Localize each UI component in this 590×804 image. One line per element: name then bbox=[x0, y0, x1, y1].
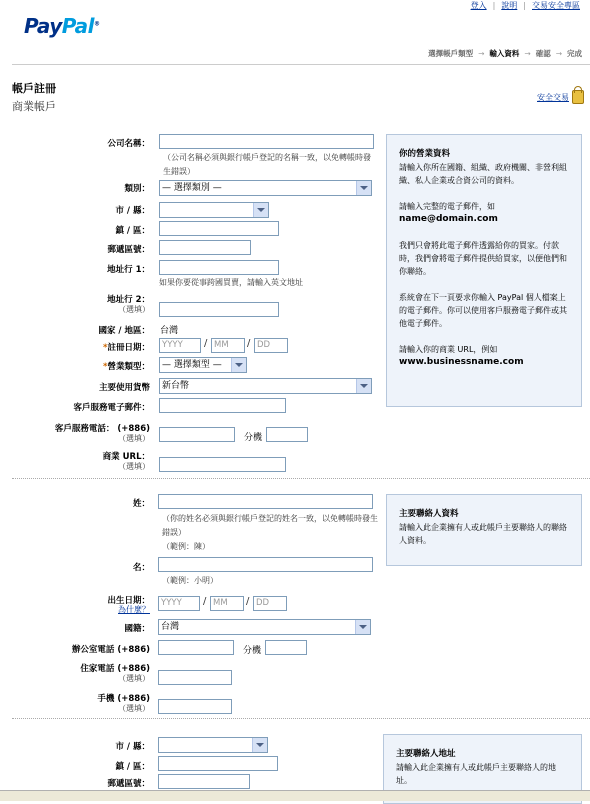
section-divider bbox=[12, 718, 590, 719]
contact-info-help: 主要聯絡人資料 請輸入此企業擁有人或此帳戶主要聯絡人的聯絡人資料。 bbox=[386, 494, 582, 566]
chevron-down-icon bbox=[231, 358, 246, 372]
category-select[interactable]: — 選擇類別 — bbox=[159, 180, 372, 196]
given-name-label: 名： bbox=[132, 563, 150, 573]
company-name-label: 公司名稱： bbox=[107, 139, 150, 149]
home-phone-input[interactable] bbox=[158, 670, 232, 685]
contact-address-help: 主要聯絡人地址 請輸入此企業擁有人或此帳戶主要聯絡人的地址。 bbox=[383, 734, 582, 804]
office-phone-label: 辦公室電話 (+886) bbox=[71, 645, 150, 655]
why-link[interactable]: 為什麼？ bbox=[118, 605, 150, 614]
office-phone-ext-label: 分機 bbox=[243, 646, 262, 656]
mobile-optional: （選填） bbox=[118, 704, 150, 713]
security-center-link[interactable]: 交易安全專區 bbox=[532, 1, 580, 10]
mobile-label: 手機 (+886) bbox=[97, 694, 150, 704]
divider: | bbox=[492, 1, 496, 10]
step-done: 完成 bbox=[567, 49, 582, 58]
reg-date-month-input[interactable]: MM bbox=[211, 338, 245, 353]
lock-icon bbox=[572, 90, 584, 104]
given-name-example: （範例：小明） bbox=[162, 576, 218, 585]
date-separator: / bbox=[247, 338, 251, 349]
cs-phone-label: 客戶服務電話： (+886) bbox=[54, 424, 150, 434]
address2-label: 地址行 2： bbox=[107, 295, 150, 305]
city-select[interactable] bbox=[159, 202, 269, 218]
dob-day-input[interactable]: DD bbox=[253, 596, 287, 611]
secure-transaction[interactable] bbox=[537, 90, 584, 104]
page-title: 帳戶註冊 bbox=[12, 82, 56, 95]
date-separator: / bbox=[204, 338, 208, 349]
category-label: 類別： bbox=[124, 184, 150, 194]
surname-input[interactable] bbox=[158, 494, 373, 509]
cs-phone-optional: （選填） bbox=[118, 434, 150, 443]
address2-optional: （選填） bbox=[118, 305, 150, 314]
arrow-icon: → bbox=[524, 49, 531, 58]
address1-hint: 如果你要從事跨國買賣，請輸入英文地址 bbox=[159, 278, 303, 287]
contact-district-label: 鎮 / 區： bbox=[115, 762, 150, 772]
home-phone-label: 住家電話 (+886) bbox=[80, 664, 150, 674]
header-divider bbox=[12, 64, 590, 65]
paypal-logo: PayPal® bbox=[24, 14, 100, 38]
top-links bbox=[471, 0, 580, 11]
nationality-select[interactable]: 台灣 bbox=[158, 619, 371, 635]
contact-city-label: 市 / 縣： bbox=[115, 742, 150, 752]
given-name-input[interactable] bbox=[158, 557, 373, 572]
reg-date-year-input[interactable]: YYYY bbox=[159, 338, 201, 353]
surname-example: （範例：陳） bbox=[162, 542, 210, 551]
address1-label: 地址行 1： bbox=[107, 265, 150, 275]
chevron-down-icon bbox=[356, 181, 371, 195]
cs-phone-input[interactable] bbox=[159, 427, 235, 442]
dob-month-input[interactable]: MM bbox=[210, 596, 244, 611]
address2-input[interactable] bbox=[159, 302, 279, 317]
company-name-input[interactable] bbox=[159, 134, 374, 149]
step-choose-account: 選擇帳戶類型 bbox=[428, 49, 474, 58]
login-link[interactable]: 登入 bbox=[470, 1, 487, 10]
address1-input[interactable] bbox=[159, 260, 279, 275]
district-input[interactable] bbox=[159, 221, 279, 236]
contact-postal-input[interactable] bbox=[158, 774, 250, 789]
arrow-icon: → bbox=[555, 49, 562, 58]
currency-label: 主要使用貨幣 bbox=[98, 383, 150, 393]
contact-postal-label: 郵遞區號： bbox=[107, 779, 150, 789]
postal-input[interactable] bbox=[159, 240, 251, 255]
chevron-down-icon bbox=[356, 379, 371, 393]
url-optional: （選填） bbox=[118, 462, 150, 471]
secure-transaction-link[interactable]: 安全交易 bbox=[537, 92, 569, 102]
postal-label: 郵遞區號： bbox=[107, 245, 150, 255]
reg-date-day-input[interactable]: DD bbox=[254, 338, 288, 353]
status-bar bbox=[0, 790, 590, 801]
currency-select[interactable]: 新台幣 bbox=[159, 378, 372, 394]
company-name-hint: （公司名稱必須與銀行帳戶登記的名稱一致，以免轉帳時發生錯誤） bbox=[163, 153, 371, 176]
home-phone-optional: （選填） bbox=[118, 674, 150, 683]
arrow-icon: → bbox=[478, 49, 485, 58]
date-separator: / bbox=[203, 596, 207, 607]
progress-steps bbox=[428, 48, 582, 59]
section-divider bbox=[12, 478, 590, 479]
step-enter-info: 輸入資料 bbox=[489, 49, 520, 58]
url-label: 商業 URL： bbox=[102, 452, 150, 462]
reg-date-label: *註冊日期： bbox=[103, 343, 150, 353]
url-input[interactable] bbox=[159, 457, 286, 472]
business-type-label: *營業類型： bbox=[103, 362, 150, 372]
cs-phone-ext-input[interactable] bbox=[266, 427, 308, 442]
country-value: 台灣 bbox=[160, 326, 179, 336]
cs-email-input[interactable] bbox=[159, 398, 286, 413]
help-link[interactable]: 說明 bbox=[501, 1, 518, 10]
country-label: 國家 / 地區： bbox=[98, 326, 150, 336]
cs-email-label: 客戶服務電子郵件： bbox=[73, 403, 150, 413]
city-label: 市 / 縣： bbox=[115, 206, 150, 216]
mobile-input[interactable] bbox=[158, 699, 232, 714]
office-phone-input[interactable] bbox=[158, 640, 234, 655]
chevron-down-icon bbox=[252, 738, 267, 752]
step-confirm: 確認 bbox=[535, 49, 551, 58]
page-subtitle: 商業帳戶 bbox=[12, 100, 56, 113]
dob-year-input[interactable]: YYYY bbox=[158, 596, 200, 611]
district-label: 鎮 / 區： bbox=[115, 226, 150, 236]
contact-city-select[interactable] bbox=[158, 737, 268, 753]
office-phone-ext-input[interactable] bbox=[265, 640, 307, 655]
contact-district-input[interactable] bbox=[158, 756, 278, 771]
surname-label: 姓： bbox=[132, 499, 150, 509]
business-info-help: 你的營業資料 請輸入你所在國籍、組織、政府機關、非營利組織、私人企業或合資公司的資料。 請輸入完整的電子郵件，如 name@domain.com 我們只會將此電子郵件透露給你的買家。付款時，我們會將電子郵件提供給買家，以便他們和你聯絡。 系統會在下一頁要求你輸入 PayPal 個人檔案上的電子郵件。你可以使用客戶服務電子郵件或其他電子郵件。 請輸入你的商業 URL，例如 www.businessname.com bbox=[386, 134, 582, 407]
surname-hint: （你的姓名必須與銀行帳戶登記的姓名一致，以免轉帳時發生錯誤） bbox=[162, 514, 378, 537]
business-type-select[interactable]: — 選擇類型 — bbox=[159, 357, 247, 373]
chevron-down-icon bbox=[253, 203, 268, 217]
divider: | bbox=[523, 1, 526, 10]
cs-phone-ext-label: 分機 bbox=[244, 433, 263, 443]
dob-label: 出生日期： bbox=[107, 596, 150, 606]
nationality-label: 國籍： bbox=[124, 624, 150, 634]
date-separator: / bbox=[246, 596, 250, 607]
chevron-down-icon bbox=[355, 620, 370, 634]
